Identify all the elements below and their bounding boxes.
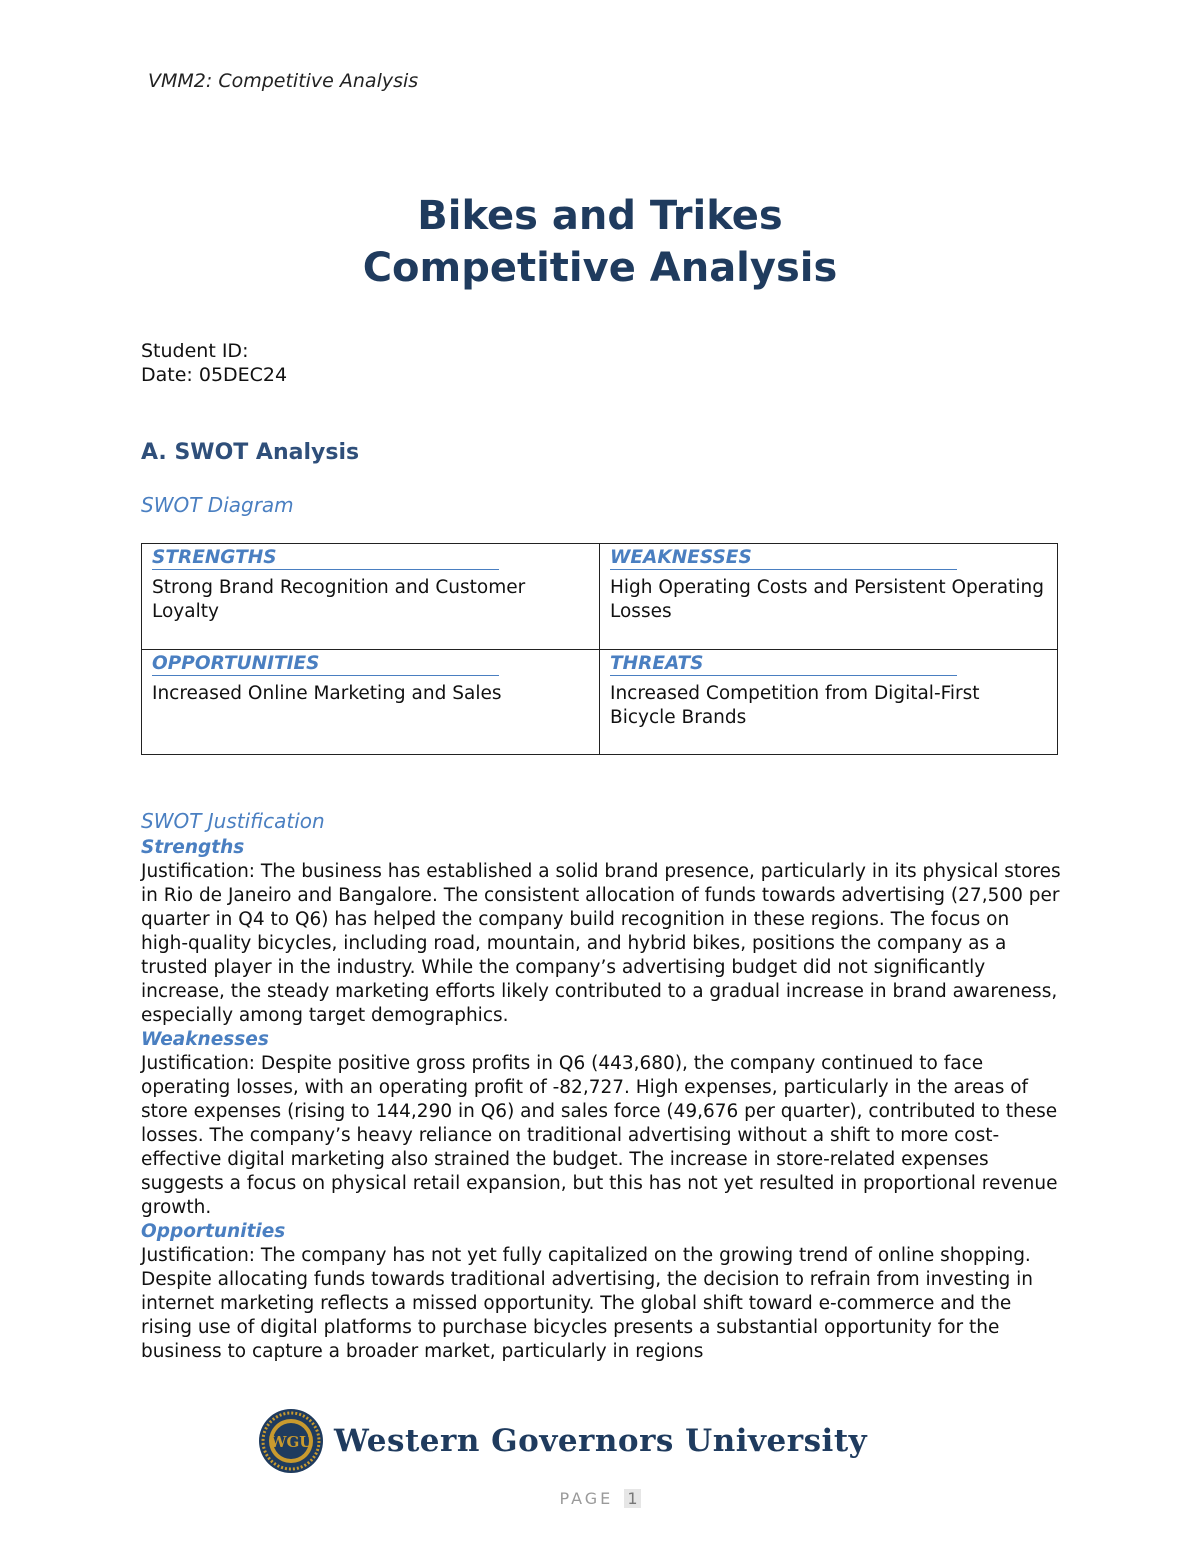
swot-justification — [141, 836, 1061, 1364]
swot-strengths-text: Strong Brand Recognition and Customer Loyalty — [152, 577, 526, 622]
title-line-1: Bikes and Trikes — [417, 193, 783, 239]
swot-weaknesses-label: WEAKNESSES — [610, 546, 957, 570]
swot-threats-label: THREATS — [610, 652, 957, 676]
document-title — [0, 190, 1200, 294]
swot-opportunities-text: Increased Online Marketing and Sales — [152, 683, 502, 704]
swot-weaknesses-text: High Operating Costs and Persistent Operating Losses — [610, 577, 1044, 622]
swot-opportunities-cell — [142, 650, 600, 755]
title-line-2: Competitive Analysis — [362, 245, 838, 291]
university-wordmark: Western Governors University — [334, 1423, 868, 1459]
date: Date: 05DEC24 — [141, 364, 288, 386]
swot-strengths-label: STRENGTHS — [152, 546, 499, 570]
student-id: Student ID: — [141, 340, 249, 362]
justification-text-opportunities: Justification: The company has not yet fully capitalized on the growing trend of online shopping. Despite allocating funds towards traditional advertising, the decision to refrain from investing in internet marketing reflects a missed opportunity. The global shift toward e-commerce and the rising use of digital platforms to purchase bicycles presents a substantial opportunity for the business to capture a broader market, particularly in regions — [141, 1245, 1033, 1362]
seal-monogram: WGU — [269, 1433, 313, 1451]
document-meta — [141, 339, 287, 387]
swot-opportunities-label: OPPORTUNITIES — [152, 652, 499, 676]
swot-justification-heading: SWOT Justification — [141, 809, 325, 833]
page-label: PAGE — [559, 1489, 614, 1508]
swot-threats-cell — [600, 650, 1058, 755]
swot-strengths-cell — [142, 544, 600, 650]
university-seal-icon — [258, 1408, 324, 1474]
section-heading-swot: A. SWOT Analysis — [141, 440, 360, 465]
swot-diagram — [141, 543, 1058, 755]
justification-heading-weaknesses: Weaknesses — [141, 1029, 269, 1050]
justification-heading-opportunities: Opportunities — [141, 1221, 286, 1242]
justification-heading-strengths: Strengths — [141, 837, 245, 858]
swot-threats-text: Increased Competition from Digital-First Bicycle Brands — [610, 683, 980, 728]
justification-text-weaknesses: Justification: Despite positive gross profits in Q6 (443,680), the company continued to face operating losses, with an operating profit of -82,727. High expenses, particularly in the areas of store expenses (rising to 144,290 in Q6) and sales force (49,676 per quarter), contributed to these losses. The company’s heavy reliance on traditional advertising without a shift to more cost-effective digital marketing also strained the budget. The increase in store-related expenses suggests a focus on physical retail expansion, but this has not yet resulted in proportional revenue growth. — [141, 1053, 1058, 1218]
swot-weaknesses-cell — [600, 544, 1058, 650]
page-number — [0, 1489, 1200, 1508]
wgu-logo — [258, 1408, 918, 1474]
justification-text-strengths: Justification: The business has established a solid brand presence, particularly in its physical stores in Rio de Janeiro and Bangalore. The consistent allocation of funds towards advertising (27,500 per quarter in Q4 to Q6) has helped the company build recognition in these regions. The focus on high-quality bicycles, including road, mountain, and hybrid bikes, positions the company as a trusted player in the industry. While the company’s advertising budget did not significantly increase, the steady marketing efforts likely contributed to a gradual increase in brand awareness, especially among target demographics. — [141, 861, 1061, 1026]
page-number-value: 1 — [624, 1489, 640, 1508]
swot-diagram-heading: SWOT Diagram — [141, 493, 294, 517]
running-header: VMM2: Competitive Analysis — [148, 70, 419, 92]
